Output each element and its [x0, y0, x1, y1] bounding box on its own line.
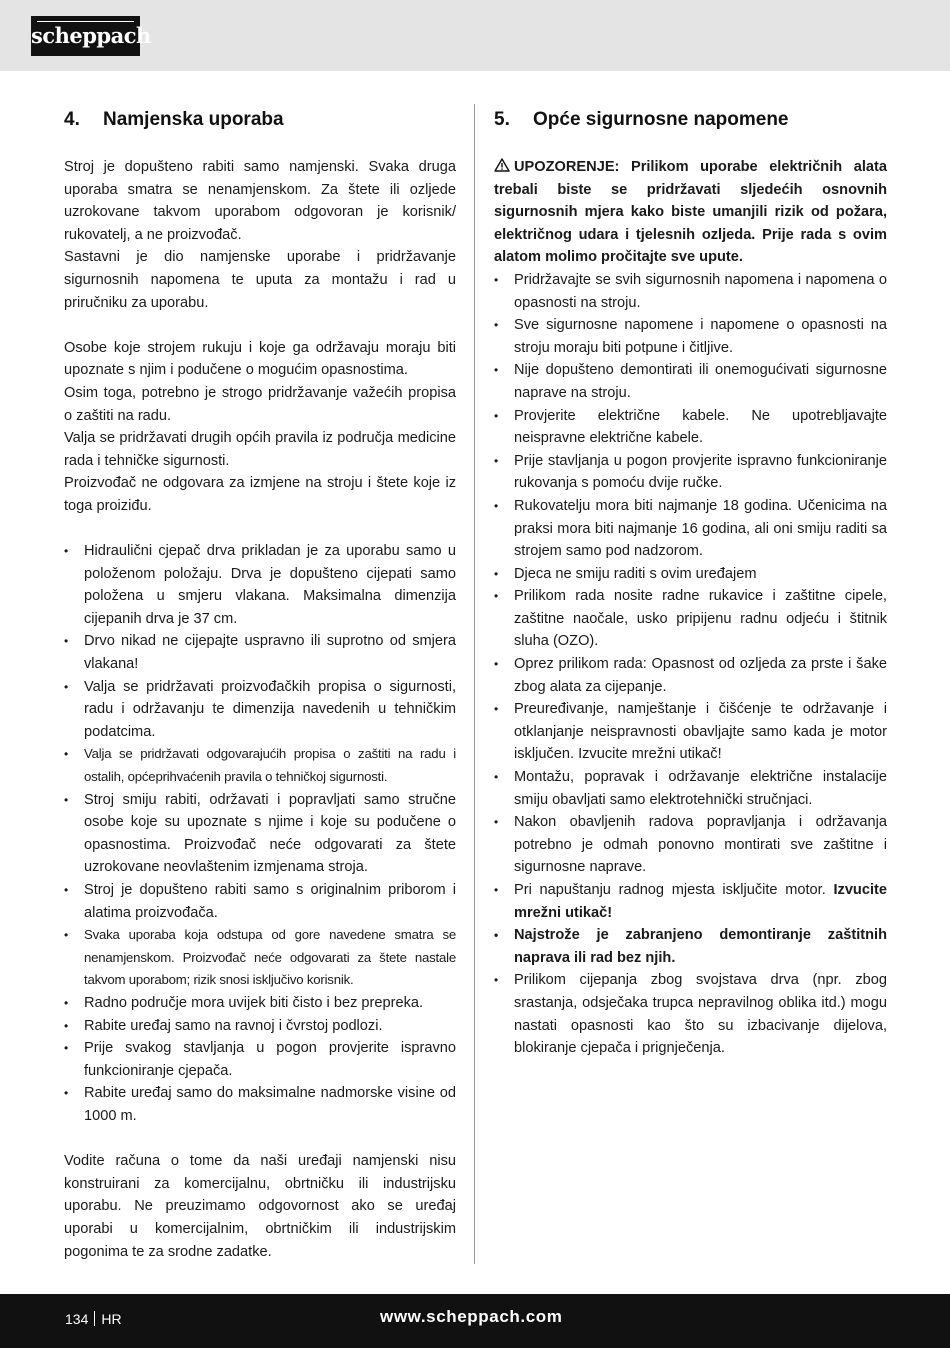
list-item: • Prije svakog stavljanja u pogon provjerite ispravno funkcioniranje cjepača. — [64, 1037, 456, 1082]
bullet-list — [64, 540, 456, 1127]
list-item: • Prije stavljanja u pogon provjerite ispravno funkcioniranje rukovanja s pomoću dvije ručke. — [494, 450, 887, 495]
section-number: 5. — [494, 109, 510, 130]
list-item: • Stroj je dopušteno rabiti samo s originalnim priborom i alatima proizvođača. — [64, 879, 456, 924]
warning-paragraph — [494, 156, 887, 269]
list-item: • Stroj smiju rabiti, održavati i popravljati samo stručne osobe koje su upoznate s njime i koje su podučene o opasnostima. Proizvođač neće odgovarati za štete uzrokovane neovlaštenim izmjenama stroja. — [64, 789, 456, 879]
paragraph: Proizvođač ne odgovara za izmjene na stroju i štete koje iz toga proiziđu. — [64, 475, 456, 514]
list-item: • Djeca ne smiju raditi s ovim uređajem — [494, 563, 887, 586]
section-title: Opće sigurnosne napomene — [533, 109, 789, 130]
section-heading — [494, 107, 887, 133]
list-item: • Nakon obavljenih radova popravljanja i održavanja potrebno je odmah ponovno montirati sve zaštitne i sigurnosne naprave. — [494, 811, 887, 879]
footer-bar — [0, 1294, 950, 1348]
section-intended-use — [64, 107, 456, 1263]
list-item: • Sve sigurnosne napomene i napomene o opasnosti na stroju moraju biti potpune i čitljive. — [494, 314, 887, 359]
list-item: • Oprez prilikom rada: Opasnost od ozljeda za prste i šake zbog alata za cijepanje. — [494, 653, 887, 698]
paragraph: Osim toga, potrebno je strogo pridržavanje važećih propisa o zaštiti na radu. — [64, 384, 456, 424]
list-item: • Nije dopušteno demontirati ili onemogućivati sigurnosne naprave na stroju. — [494, 359, 887, 404]
list-item: • Preuređivanje, namještanje i čišćenje te održavanje i otklanjanje neispravnosti obavljajte samo kada je motor isključen. Izvucite mrežni utikač! — [494, 698, 887, 766]
list-item: • Svaka uporaba koja odstupa od gore navedene smatra se nenamjenskom. Proizvođač neće odgovarati za štete nastale takvom uporabom; rizik snosi isključivo korisnik. — [64, 924, 456, 992]
list-item: • Montažu, popravak i održavanje električne instalacije smiju obavljati samo elektrotehnički stručnjaci. — [494, 766, 887, 811]
section-safety-notes — [494, 107, 887, 1060]
list-item: • Drvo nikad ne cijepajte uspravno ili suprotno od smjera vlakana! — [64, 630, 456, 675]
page-num: 134 — [65, 1311, 89, 1327]
section-heading — [64, 107, 456, 133]
paragraph: Stroj je dopušteno rabiti samo namjenski. Svaka druga uporaba smatra se nenamjenskom. Za štete ili ozljede uzrokovane takvom uporabom odgovoran je korisnik/ rukovatelj, a ne proizvođač. — [64, 159, 456, 243]
list-item-emphasis: Izvucite mrežni utikač! — [514, 882, 887, 921]
column-divider — [474, 104, 475, 1264]
website-url: www.scheppach.com — [380, 1307, 563, 1326]
paragraph: Sastavni je dio namjenske uporabe i pridržavanje sigurnosnih napomena te uputa za montažu i rad u priručniku za uporabu. — [64, 249, 456, 311]
list-item: • Rukovatelju mora biti najmanje 18 godina. Učenicima na praksi mora biti najmanje 16 godina, ali oni smiju raditi sa strojem samo pod nadzorom. — [494, 495, 887, 563]
warning-text: UPOZORENJE: Prilikom uporabe električnih alata trebali biste se pridržavati sljedećih osnovnih sigurnosnih mjera kako biste umanjili rizik od požara, električnog udara i tjelesnih ozljeda. Prije rada s ovim alatom molimo pročitajte sve upute. — [494, 159, 887, 266]
warning-triangle-icon — [494, 158, 510, 172]
list-item: • Rabite uređaj samo do maksimalne nadmorske visine od 1000 m. — [64, 1082, 456, 1127]
list-item: • Hidraulični cjepač drva prikladan je za uporabu samo u položenom položaju. Drva je dopušteno cijepati samo položena u smjeru vlakana. Maksimalna dimenzija cijepanih drva je 37 cm. — [64, 540, 456, 630]
list-item — [494, 879, 887, 924]
paragraph: Vodite računa o tome da naši uređaji namjenski nisu konstruirani za komercijalnu, obrtničku ili industrijsku uporabu. Ne preuzimamo odgovornost ako se uređaj uporabi u komercijalnim, obrtničkim ili industrijskim pogonima te za srodne zadatke. — [64, 1153, 456, 1260]
brand-logo: scheppach — [31, 16, 140, 56]
list-item: • Najstrože je zabranjeno demontiranje zaštitnih naprava ili rad bez njih. — [494, 924, 887, 969]
header-band — [0, 0, 950, 71]
list-item: • Valja se pridržavati proizvođačkih propisa o sigurnosti, radu i održavanju te dimenzija navedenih u tehničkim podatcima. — [64, 676, 456, 744]
list-item: • Pridržavajte se svih sigurnosnih napomena i napomena o opasnosti na stroju. — [494, 269, 887, 314]
list-item-text: Pri napuštanju radnog mjesta isključite motor. — [514, 882, 826, 898]
list-item: • Valja se pridržavati odgovarajućih propisa o zaštiti na radu i ostalih, općeprihvaćenih pravila o tehničkoj sigurnosti. — [64, 743, 456, 788]
paragraph: Valja se pridržavati drugih općih pravila iz područja medicine rada i tehničke sigurnosti. — [64, 430, 456, 469]
list-item: • Prilikom rada nosite radne rukavice i zaštitne cipele, zaštitne naočale, usko pripijenu radnu odjeću i štitnik sluha (OZO). — [494, 585, 887, 653]
list-item: • Rabite uređaj samo na ravnoj i čvrstoj podlozi. — [64, 1015, 456, 1038]
page-number — [65, 1311, 122, 1327]
list-item: • Radno područje mora uvijek biti čisto i bez prepreka. — [64, 992, 456, 1015]
list-item: • Prilikom cijepanja zbog svojstava drva (npr. zbog srastanja, odsječaka trupca nepravilnog oblika itd.) mogu nastati opasnosti kao što su izbacivanje dijelova, blokiranje cjepača i prignječenja. — [494, 969, 887, 1059]
language-code: HR — [101, 1311, 122, 1327]
list-item: • Provjerite električne kabele. Ne upotrebljavajte neispravne električne kabele. — [494, 405, 887, 450]
page-separator — [94, 1311, 95, 1326]
section-number: 4. — [64, 109, 80, 130]
section-title: Namjenska uporaba — [103, 109, 284, 130]
bullet-list — [494, 269, 887, 1060]
paragraph: Osobe koje strojem rukuju i koje ga održavaju moraju biti upoznate s njim i podučene o mogućim opasnostima. — [64, 339, 456, 379]
